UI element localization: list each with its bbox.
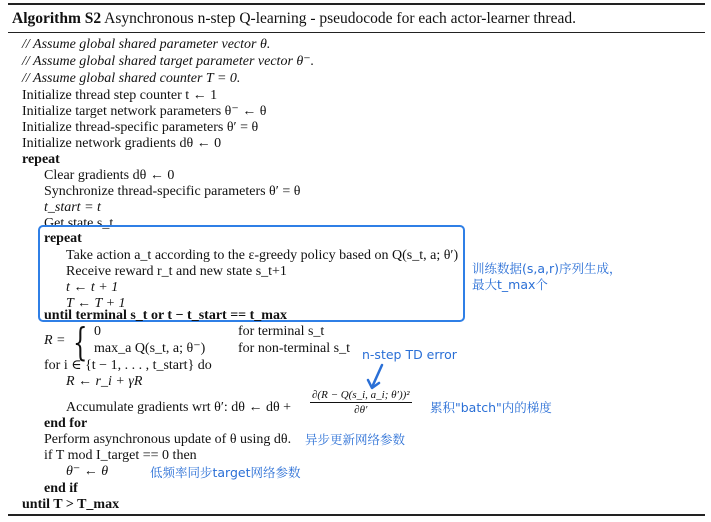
end-for-line: end for bbox=[44, 416, 88, 431]
code-line-15: Receive reward r_t and new state s_t+1 bbox=[66, 264, 287, 279]
box-note-line-2: 最大t_max个 bbox=[472, 277, 548, 292]
for-line: for i ∈ {t − 1, . . . , t_start} do bbox=[44, 358, 212, 373]
top-rule bbox=[8, 3, 705, 5]
r-assignment-lhs: R = bbox=[44, 333, 66, 348]
code-line-3: // Assume global shared counter T = 0. bbox=[22, 71, 241, 86]
algorithm-title bbox=[12, 10, 576, 28]
algorithm-label: Algorithm S2 bbox=[12, 10, 102, 27]
code-line-2: // Assume global shared target parameter vector θ⁻. bbox=[22, 54, 315, 69]
async-update-note: 异步更新网络参数 bbox=[305, 432, 406, 447]
code-line-14: Take action a_t according to the ε-greedy policy based on Q(s_t, a; θ′) bbox=[66, 248, 459, 263]
code-line-16: t ← t + 1 bbox=[66, 280, 119, 295]
td-error-arrow-icon bbox=[366, 363, 388, 391]
end-if-line: end if bbox=[44, 481, 78, 496]
code-line-21: R ← r_i + γR bbox=[66, 374, 143, 389]
until-line: until terminal s_t or t − t_start == t_max bbox=[44, 308, 287, 323]
code-line-12: Get state s_t bbox=[44, 216, 114, 231]
title-rule bbox=[8, 32, 705, 33]
target-sync-line: θ⁻ ← θ bbox=[66, 464, 109, 479]
final-until-line: until T > T_max bbox=[22, 497, 120, 512]
bottom-rule bbox=[8, 514, 705, 516]
td-error-note: n-step TD error bbox=[362, 347, 457, 362]
case-nonterminal-condition: for non-terminal s_t bbox=[238, 341, 350, 356]
code-line-7: Initialize network gradients dθ ← 0 bbox=[22, 136, 222, 151]
code-line-9: Clear gradients dθ ← 0 bbox=[44, 168, 175, 183]
code-line-17: T ← T + 1 bbox=[66, 296, 126, 311]
box-note-line-1: 训练数据(s,a,r)序列生成， bbox=[472, 261, 622, 276]
algorithm-title-text: Asynchronous n-step Q-learning - pseudocode for each actor-learner thread. bbox=[104, 10, 576, 27]
async-update-line: Perform asynchronous update of θ using dθ. bbox=[44, 432, 292, 447]
case-terminal-value: 0 bbox=[94, 324, 101, 339]
code-line-5: Initialize target network parameters θ⁻ ← θ bbox=[22, 104, 267, 119]
case-brace: { bbox=[73, 320, 88, 364]
code-line-11: t_start = t bbox=[44, 200, 101, 215]
case-nonterminal-value: max_a Q(s_t, a; θ⁻) bbox=[94, 341, 206, 356]
code-line-1: // Assume global shared parameter vector θ. bbox=[22, 37, 271, 52]
accumulate-gradients-line: Accumulate gradients wrt θ′: dθ ← dθ + bbox=[66, 400, 292, 415]
code-line-6: Initialize thread-specific parameters θ′ = θ bbox=[22, 120, 259, 135]
repeat-keyword: repeat bbox=[22, 152, 60, 167]
target-sync-note: 低频率同步target网络参数 bbox=[150, 465, 301, 480]
fraction-denominator: ∂θ′ bbox=[354, 404, 368, 416]
case-terminal-condition: for terminal s_t bbox=[238, 324, 325, 339]
code-line-10: Synchronize thread-specific parameters θ′ = θ bbox=[44, 184, 301, 199]
fraction-numerator: ∂(R − Q(s_i, a_i; θ′))² bbox=[312, 389, 410, 401]
if-line: if T mod I_target == 0 then bbox=[44, 448, 197, 463]
batch-gradient-note: 累积"batch"内的梯度 bbox=[430, 400, 552, 415]
code-line-4: Initialize thread step counter t ← 1 bbox=[22, 88, 218, 103]
inner-repeat-keyword: repeat bbox=[44, 231, 82, 246]
gradient-fraction bbox=[310, 389, 412, 416]
